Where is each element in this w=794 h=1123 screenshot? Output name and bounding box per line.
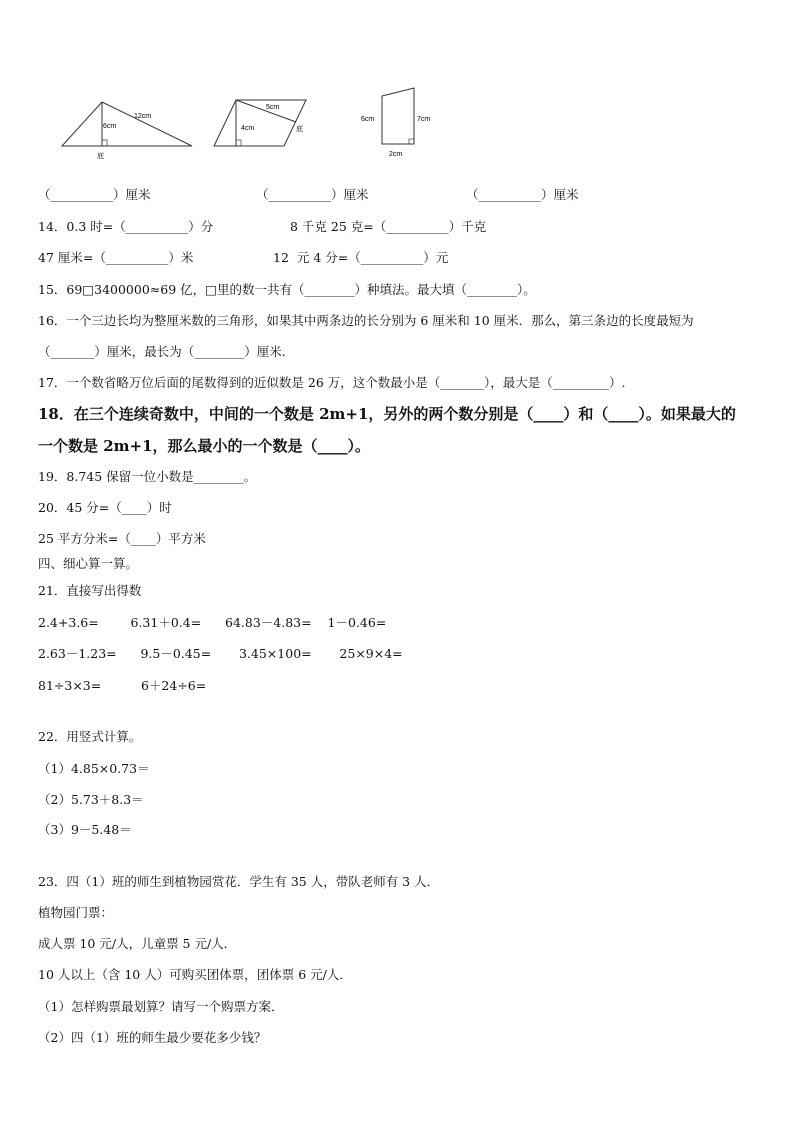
question-19: 19．8.745 保留一位小数是________。 xyxy=(38,469,257,484)
section-4-title: 四、细心算一算。 xyxy=(38,556,139,571)
question-21: 21．直接写出得数 xyxy=(38,583,142,598)
question-22-2: （2）5.73＋8.3＝ xyxy=(38,792,144,807)
question-14d: 12 元 4 分=（__________）元 xyxy=(273,250,449,265)
question-23-ticket-title: 植物园门票： xyxy=(38,905,114,920)
question-22: 22．用竖式计算。 xyxy=(38,729,142,744)
question-16-line1: 16．一个三边长均为整厘米数的三角形，如果其中两条边的长分别为 6 厘米和 10 厘米．那么，第三条边的长度最短为 xyxy=(38,313,694,328)
answer-blank-trapezoid: （__________）厘米 xyxy=(466,187,579,202)
question-14c: 47 厘米=（__________）米 xyxy=(38,250,194,265)
triangle-height-label: 6cm xyxy=(103,123,117,130)
question-20a: 20．45 分=（____）时 xyxy=(38,500,172,515)
trapezoid-left-label: 6cm xyxy=(361,116,375,123)
calc-row-2: 2.63－1.23= 9.5－0.45= 3.45×100= 25×9×4= xyxy=(38,646,403,661)
question-18-line1: 18．在三个连续奇数中，中间的一个数是 2m+1，另外的两个数分别是（____）和（____）。如果最大的 xyxy=(38,405,736,423)
answer-blank-triangle: （__________）厘米 xyxy=(38,187,151,202)
answer-blank-parallelogram: （__________）厘米 xyxy=(256,187,369,202)
parallelogram-base-label: 底 xyxy=(296,126,303,133)
question-23-1: （1）怎样购票最划算？请写一个购票方案． xyxy=(38,999,284,1014)
calc-row-3: 81÷3×3= 6＋24÷6= xyxy=(38,678,207,693)
parallelogram-height-label: 4cm xyxy=(241,125,255,132)
triangle-base-label: 底 xyxy=(97,153,104,160)
question-17: 17．一个数省略万位后面的尾数得到的近似数是 26 万，这个数最小是（_______），最大是（_________）. xyxy=(38,375,626,390)
question-14a: 14．0.3 时=（__________）分 xyxy=(38,219,214,234)
trapezoid-figure xyxy=(358,84,448,164)
question-23: 23．四（1）班的师生到植物园赏花．学生有 35 人，带队老师有 3 人． xyxy=(38,874,440,889)
question-22-3: （3）9－5.48＝ xyxy=(38,822,132,837)
question-20b: 25 平方分米=（____）平方米 xyxy=(38,531,206,546)
trapezoid-bottom-label: 2cm xyxy=(389,151,403,158)
question-23-price-2: 10 人以上（含 10 人）可购买团体票，团体票 6 元/人． xyxy=(38,967,352,982)
question-23-2: （2）四（1）班的师生最少要花多少钱？ xyxy=(38,1030,267,1045)
triangle-figure xyxy=(56,92,196,162)
question-22-1: （1）4.85×0.73＝ xyxy=(38,761,150,776)
calc-row-1: 2.4+3.6= 6.31＋0.4= 64.83－4.83= 1－0.46= xyxy=(38,615,387,630)
question-18-line2: 一个数是 2m+1，那么最小的一个数是（____）。 xyxy=(38,437,371,455)
question-14b: 8 千克 25 克=（__________）千克 xyxy=(290,219,487,234)
question-23-price-1: 成人票 10 元/人，儿童票 5 元/人． xyxy=(38,936,237,951)
question-16-line2: （_______）厘米，最长为（________）厘米. xyxy=(38,344,286,359)
question-15: 15．69□3400000≈69 亿，□里的数一共有（________）种填法。最大填（________）。 xyxy=(38,282,536,297)
parallelogram-figure xyxy=(210,92,310,162)
trapezoid-right-label: 7cm xyxy=(417,116,431,123)
parallelogram-side-label: 5cm xyxy=(266,104,280,111)
triangle-hyp-label: 12cm xyxy=(134,113,152,120)
